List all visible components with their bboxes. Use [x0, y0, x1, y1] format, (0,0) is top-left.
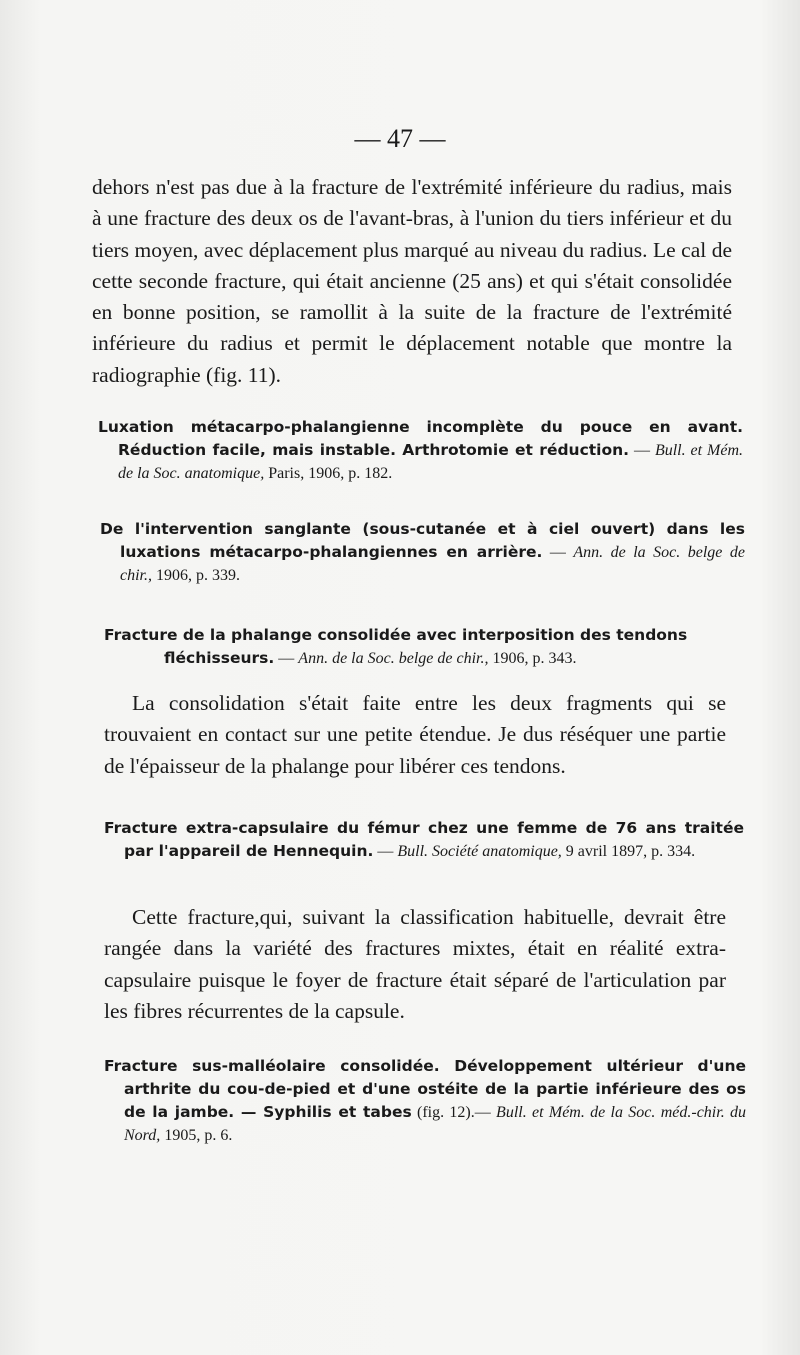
- paragraph-consolidation: La consolidation s'était faite entre les deux fragments qui se trouvaient en contact sur une petite étendue. Je dus réséquer une partie de l'épaisseur de la phalange pour libérer ces tendons.: [104, 691, 726, 778]
- entry-title: Fracture sus-malléolaire consolidée. Développement ultérieur d'une arthrite du cou-de-pied et d'une ostéite de la partie inférieure des os de la jambe. — Syphilis et tabes: [104, 1057, 746, 1121]
- entry-journal: Ann. de la Soc. belge de chir.,: [120, 544, 746, 584]
- bibliography-entry-fracture-femur: [104, 817, 744, 863]
- page-number: — 47 —: [354, 124, 446, 153]
- entry-journal: Bull. et Mém. de la Soc. méd.-chir. du Nord,: [124, 1104, 747, 1144]
- entry-figref: (fig. 12).: [411, 1104, 475, 1121]
- entry-journal: Ann. de la Soc. belge de chir.,: [298, 650, 489, 667]
- paragraph-fracture-classification: Cette fracture,qui, suivant la classification habituelle, devrait être rangée dans la variété des fractures mixtes, était en réalité extra-capsulaire puisque le foyer de fracture était séparé de l'articulation par les fibres récurrentes de la capsule.: [104, 905, 726, 1023]
- entry-title-line1: Fracture de la phalange consolidée avec interposition des tendons: [104, 626, 688, 644]
- bibliography-entry-fracture-phalange: [104, 624, 719, 670]
- bibliography-entry-fracture-sus-malleolaire: [104, 1055, 746, 1147]
- entry-dash: —: [542, 544, 574, 561]
- entry-title: Fracture extra-capsulaire du fémur chez une femme de 76 ans traitée par l'appareil de Hennequin.: [104, 819, 744, 860]
- entry-second-line: [104, 647, 719, 670]
- bibliography-entry-luxations-arriere: [100, 518, 745, 587]
- paragraph-continuation: dehors n'est pas due à la fracture de l'extrémité inférieure du radius, mais à une fracture des deux os de l'avant-bras, à l'union du tiers inférieur et du tiers moyen, avec déplacement plus marqué au niveau du radius. Le cal de cette seconde fracture, qui était ancienne (25 ans) et qui s'était consolidée en bonne position, se ramollit à la suite de la fracture de l'extrémité inférieure du radius et permit le déplacement notable que montre la radiographie (fig. 11).: [92, 175, 732, 387]
- entry-dash: —: [629, 442, 655, 459]
- entry-details: Paris, 1906, p. 182.: [264, 465, 393, 482]
- entry-dash: —: [474, 1104, 497, 1121]
- entry-details: 1906, p. 343.: [488, 650, 577, 667]
- entry-journal: Bull. Société anatomique,: [397, 843, 562, 860]
- entry-title-line2: fléchisseurs.: [164, 649, 275, 667]
- entry-dash: —: [373, 843, 398, 860]
- entry-journal: Bull. et Mém. de la Soc. anatomique,: [118, 442, 744, 482]
- bibliography-entry-luxation-pouce: [98, 416, 743, 485]
- entry-title: De l'intervention sanglante (sous-cutanée et à ciel ouvert) dans les luxations métacarpo-phalangiennes en arrière.: [100, 520, 745, 561]
- entry-title: Luxation métacarpo-phalangienne incomplète du pouce en avant. Réduction facile, mais instable. Arthrotomie et réduction.: [98, 418, 743, 459]
- entry-details: 1905, p. 6.: [160, 1127, 233, 1144]
- entry-dash: —: [274, 650, 299, 667]
- entry-details: 1906, p. 339.: [152, 567, 240, 584]
- entry-details: 9 avril 1897, p. 334.: [561, 843, 696, 860]
